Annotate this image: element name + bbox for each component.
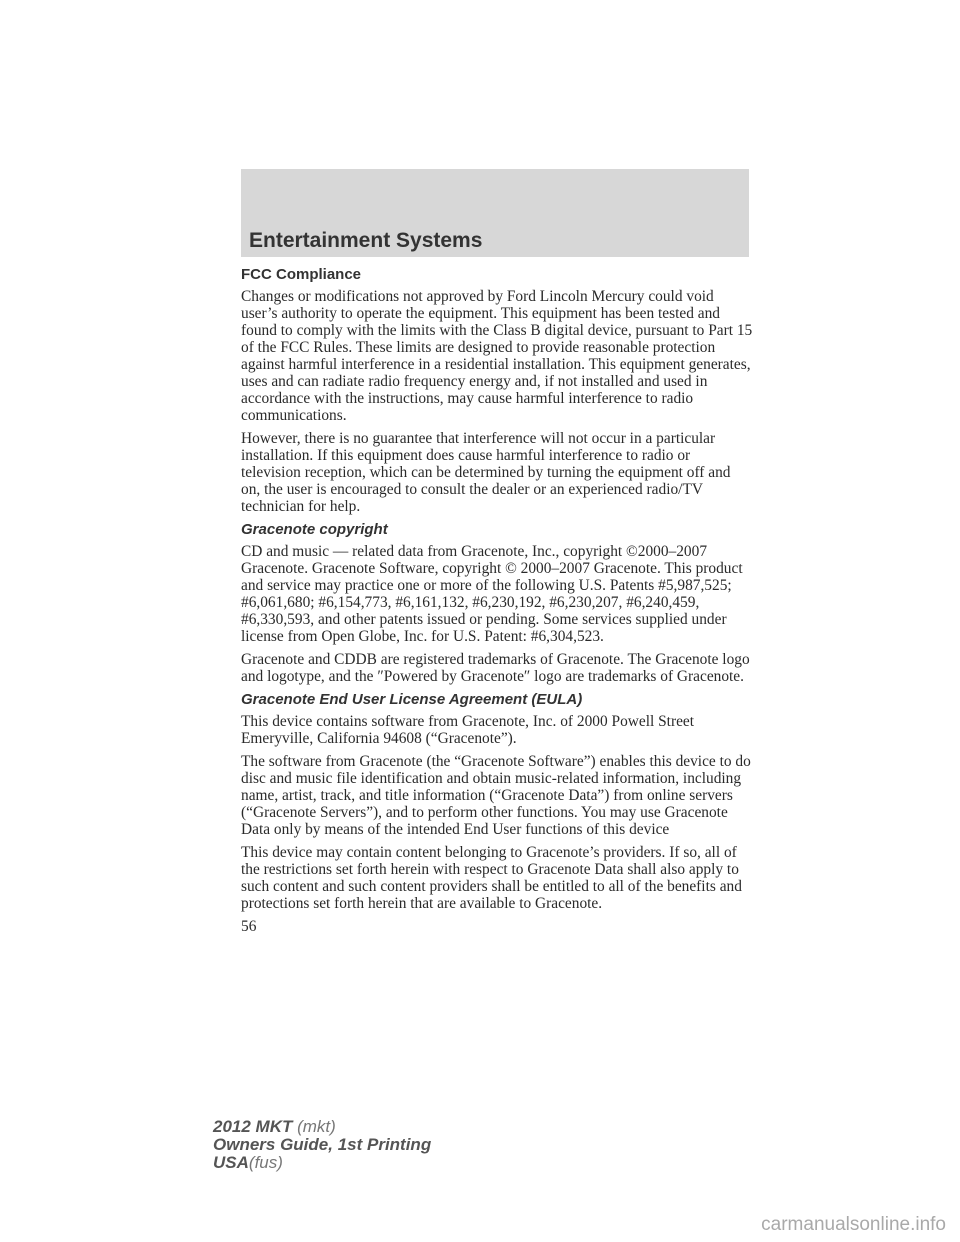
copyright-paragraph-2: Gracenote and CDDB are registered trademarks of Gracenote. The Gracenote logo and logotype, and the ″Powered by Gracenote″ logo are trademarks of Gracenote. [241,651,750,685]
site-watermark: carmanualsonline.info [761,1214,946,1235]
print-footer [213,1118,431,1172]
copyright-heading: Gracenote copyright [241,521,388,538]
fcc-paragraph-2: However, there is no guarantee that interference will not occur in a particular installation. If this equipment does cause harmful interference to radio or television reception, which can be determined by turning the equipment off and on, the user is encouraged to consult the dealer or an experienced radio/TV technician for help. [241,430,731,515]
footer-region-code: (fus) [248,1153,283,1172]
footer-model: 2012 MKT [213,1117,293,1136]
eula-paragraph-2: The software from Gracenote (the “Gracenote Software”) enables this device to do disc and music file identification and obtain music-related information, including name, artist, track, and title information (“Gracenote Data”) from online servers (“Gracenote Servers”), and to perform other functions. You may use Gracenote Data only by means of the intended End User functions of this device [241,753,751,838]
eula-paragraph-1: This device contains software from Gracenote, Inc. of 2000 Powell Street Emeryville, California 94608 (“Gracenote”). [241,713,695,747]
footer-line-1 [213,1118,431,1136]
footer-model-code: (mkt) [297,1117,336,1136]
footer-line-2: Owners Guide, 1st Printing [213,1135,432,1154]
page-number: 56 [241,918,257,935]
eula-paragraph-3: This device may contain content belonging to Gracenote’s providers. If so, all of the restrictions set forth herein with respect to Gracenote Data shall also apply to such content and such content providers shall be entitled to all of the benefits and protections set forth herein that are available to Gracenote. [241,844,742,912]
footer-region: USA [213,1153,249,1172]
section-title: Entertainment Systems [249,229,483,252]
copyright-paragraph-1: CD and music — related data from Gracenote, Inc., copyright ©2000–2007 Gracenote. Gracenote Software, copyright © 2000–2007 Gracenote. This product and service may practice one or more of the following U.S. Patents #5,987,525; #6,061,680; #6,154,773, #6,161,132, #6,230,192, #6,230,207, #6,240,459, #6,330,593, and other patents issued or pending. Some services supplied under license from Open Globe, Inc. for U.S. Patent: #6,304,523. [241,543,743,645]
page-content [241,266,753,935]
footer-line-3 [213,1154,431,1172]
section-header-band [241,169,749,257]
fcc-paragraph-1: Changes or modifications not approved by Ford Lincoln Mercury could void user’s authority to operate the equipment. This equipment has been tested and found to comply with the limits with the Class B digital device, pursuant to Part 15 of the FCC Rules. These limits are designed to provide reasonable protection against harmful interference in a residential installation. This equipment generates, uses and can radiate radio frequency energy and, if not installed and used in accordance with the instructions, may cause harmful interference to radio communications. [241,288,753,424]
fcc-heading: FCC Compliance [241,266,362,283]
eula-heading: Gracenote End User License Agreement (EULA) [241,691,583,708]
